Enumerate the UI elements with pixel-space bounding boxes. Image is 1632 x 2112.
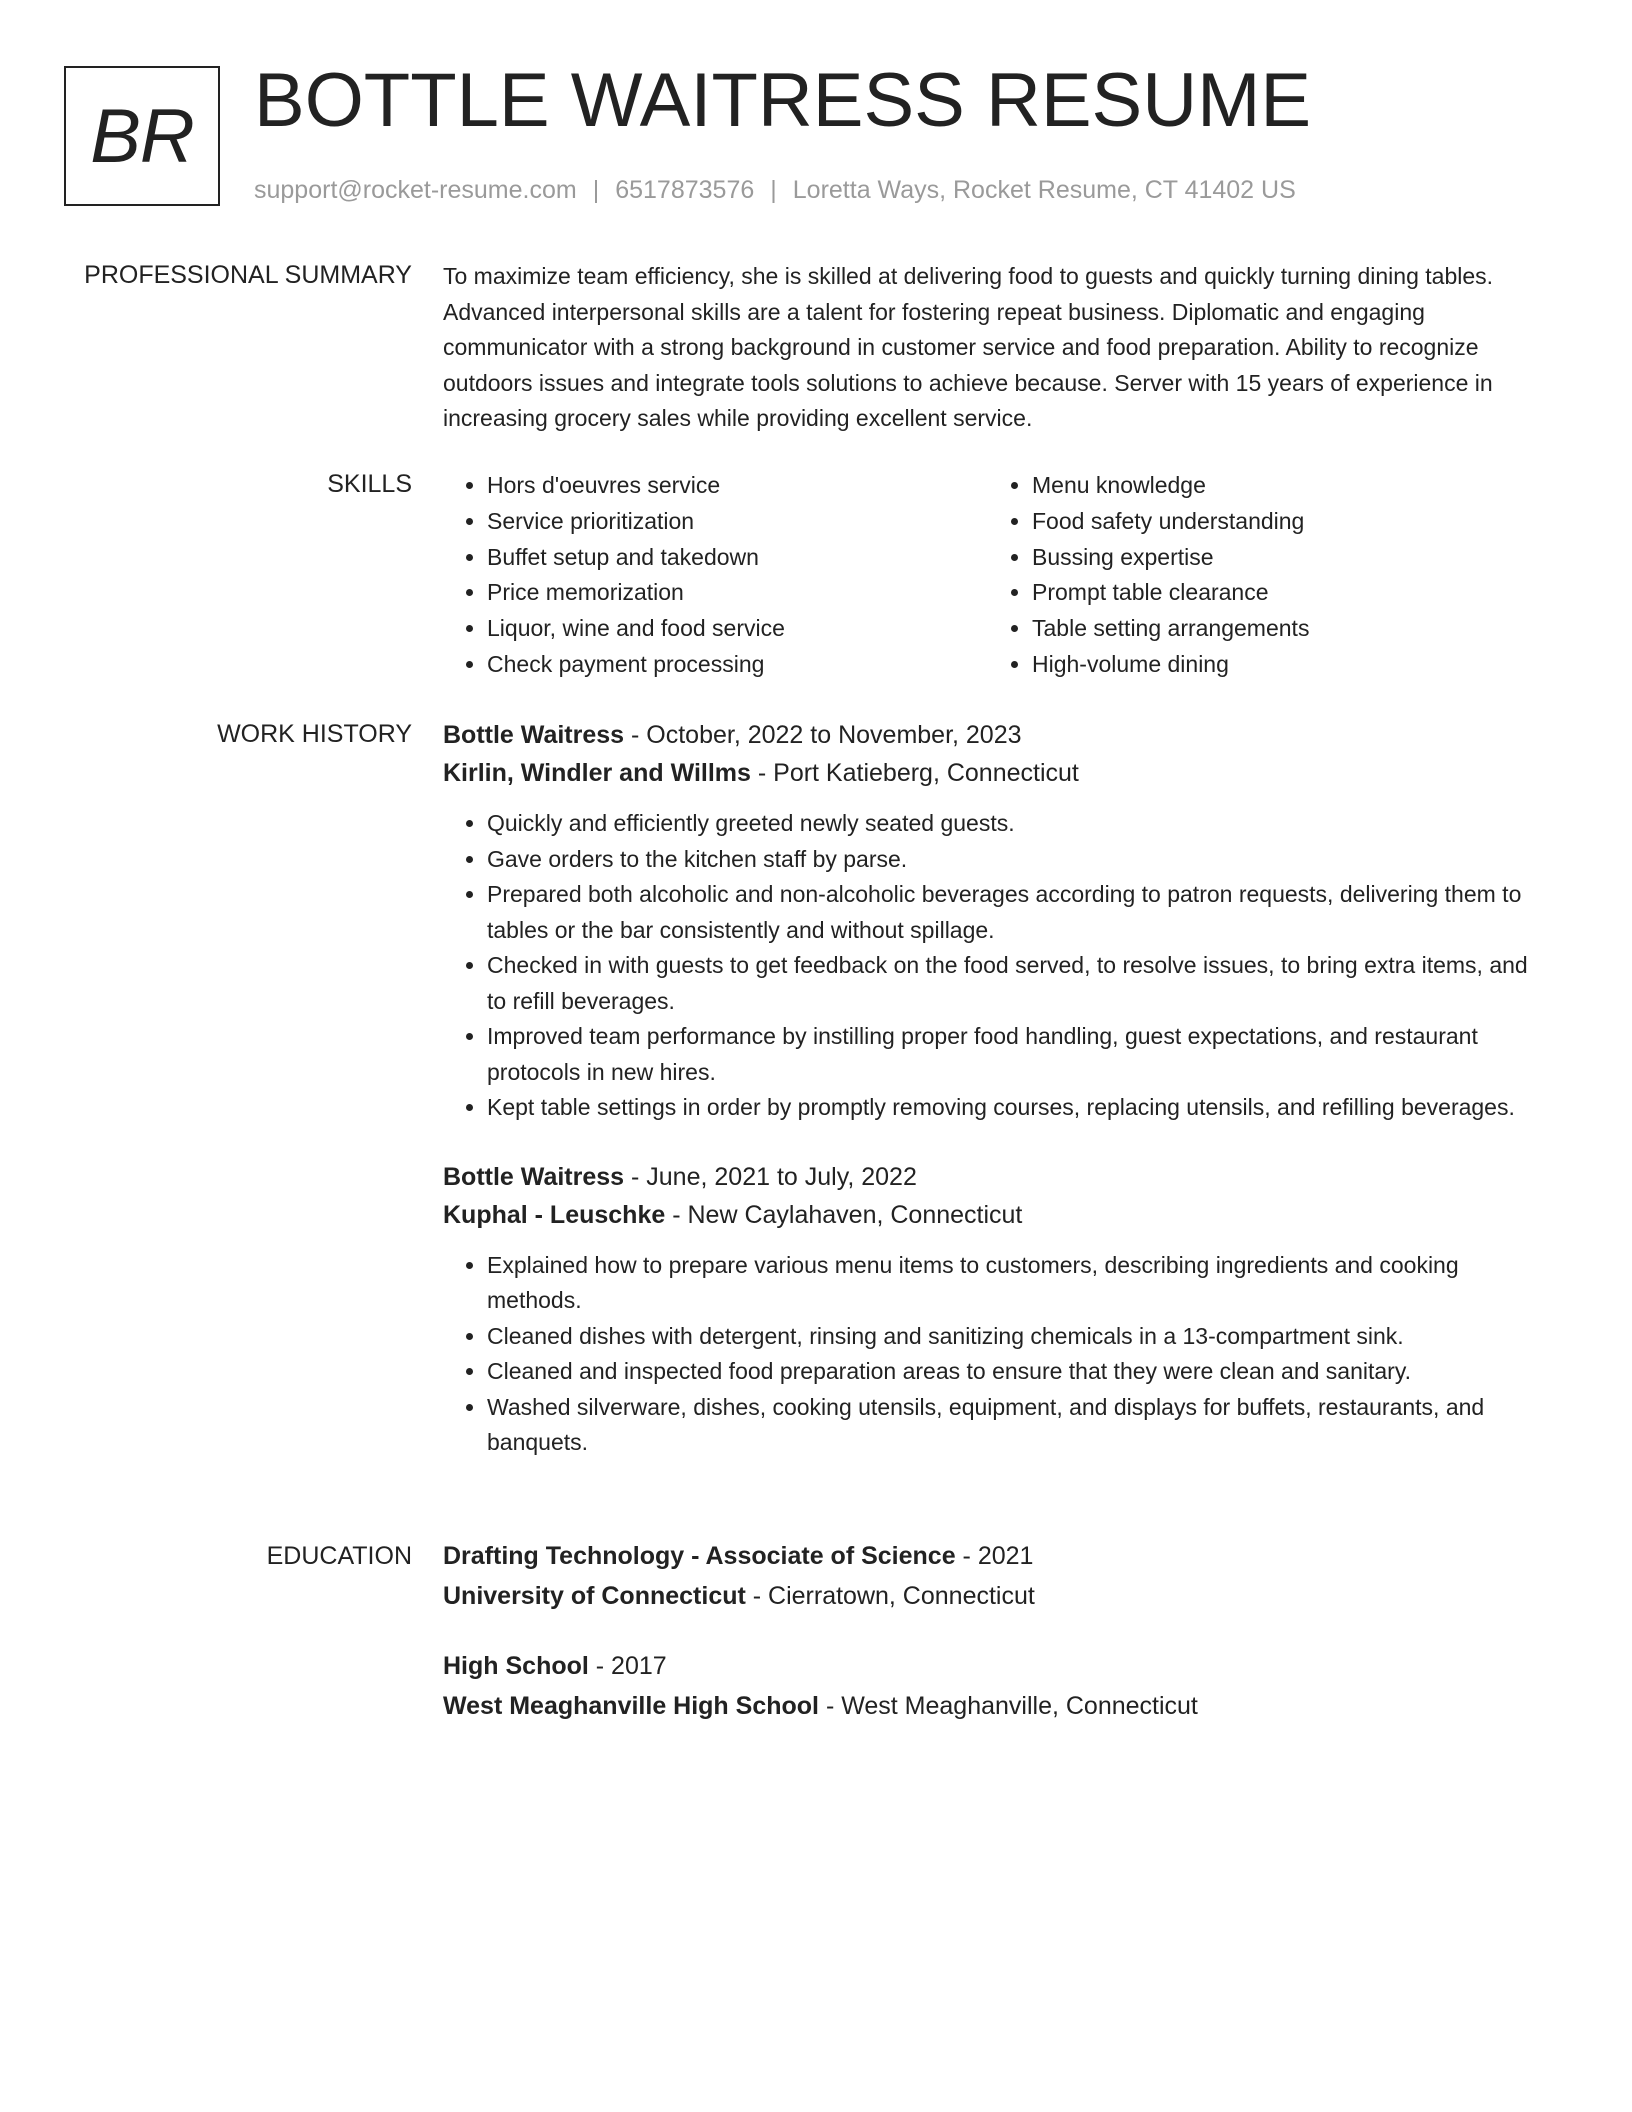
job-bullet: • Kept table settings in order by promptly removing courses, replacing utensils, and refilling beverages. <box>487 1090 1553 1126</box>
skills-heading: SKILLS <box>327 470 412 498</box>
job-bullet: • Improved team performance by instilling proper food handling, guest expectations, and restaurant protocols in new hires. <box>487 1019 1553 1090</box>
education-degree: High School <box>443 1652 589 1680</box>
summary-text: To maximize team efficiency, she is skilled at delivering food to guests and quickly turning dining tables. Advanced interpersonal skills are a talent for fostering repeat business. Diplomatic and engaging communicator with a strong background in customer service and food preparation. Ability to recognize outdoors issues and integrate tools solutions to achieve because. Server with 15 years of experience in increasing grocery sales while providing excellent service. <box>443 263 1494 431</box>
education-entry <box>443 1536 1553 1616</box>
skill-item: • Liquor, wine and food service <box>487 611 988 647</box>
education-school: University of Connecticut <box>443 1582 746 1610</box>
contact-address: Loretta Ways, Rocket Resume, CT 41402 US <box>792 176 1296 204</box>
education-entry <box>443 1646 1553 1726</box>
job-bullet: • Cleaned and inspected food preparation areas to ensure that they were clean and sanitary. <box>487 1354 1553 1390</box>
skills-grid <box>443 468 1553 683</box>
job-bullet: • Checked in with guests to get feedback on the food served, to resolve issues, to bring extra items, and to refill beverages. <box>487 948 1553 1019</box>
job-company-line <box>443 1196 1553 1234</box>
job-bullet: • Prepared both alcoholic and non-alcoholic beverages according to patron requests, delivering them to tables or the bar consistently and without spillage. <box>487 877 1553 948</box>
education-heading: EDUCATION <box>266 1542 412 1570</box>
skills-list-right <box>988 468 1533 683</box>
job-company: Kuphal - Leuschke <box>443 1200 666 1229</box>
job-title: Bottle Waitress <box>443 1162 625 1191</box>
education-degree-line <box>443 1536 1553 1576</box>
job-company-line <box>443 754 1553 792</box>
job-company: Kirlin, Windler and Willms <box>443 759 751 787</box>
job-title-line <box>443 1158 1553 1196</box>
education-location: - West Meaghanville, Connecticut <box>819 1692 1198 1720</box>
work-history-body <box>443 716 1553 1461</box>
education-school-line <box>443 1686 1553 1726</box>
job-bullet-list <box>443 806 1553 1126</box>
skill-item: • Food safety understanding <box>1032 504 1533 540</box>
education-degree: Drafting Technology - Associate of Science <box>443 1542 956 1570</box>
job-dates: - October, 2022 to November, 2023 <box>624 721 1022 749</box>
contact-line <box>254 174 1296 206</box>
job-dates: - June, 2021 to July, 2022 <box>624 1162 917 1191</box>
education-year: - 2017 <box>588 1652 667 1680</box>
skill-item: • Bussing expertise <box>1032 540 1533 576</box>
job-title-line <box>443 716 1553 754</box>
job-location: - Port Katieberg, Connecticut <box>750 759 1079 787</box>
education-school-line <box>443 1576 1553 1616</box>
summary-body <box>443 259 1553 437</box>
job-bullet: • Washed silverware, dishes, cooking utensils, equipment, and displays for buffets, restaurants, and banquets. <box>487 1390 1553 1461</box>
job-entry <box>443 716 1553 1126</box>
education-location: - Cierratown, Connecticut <box>745 1582 1035 1610</box>
job-location: - New Caylahaven, Connecticut <box>665 1200 1023 1229</box>
job-bullet: • Cleaned dishes with detergent, rinsing and sanitizing chemicals in a 13-compartment sink. <box>487 1319 1553 1355</box>
skills-column-right <box>988 468 1533 683</box>
skill-item: • Buffet setup and takedown <box>487 540 988 576</box>
skill-item: • Price memorization <box>487 575 988 611</box>
contact-phone: 6517873576 <box>615 176 755 204</box>
contact-email: support@rocket-resume.com <box>254 176 577 204</box>
education-body <box>443 1536 1553 1726</box>
job-bullet: • Gave orders to the kitchen staff by parse. <box>487 842 1553 878</box>
job-title: Bottle Waitress <box>443 721 625 749</box>
contact-separator: | <box>770 176 777 204</box>
skills-column-left <box>443 468 988 683</box>
skill-item: • High-volume dining <box>1032 647 1533 683</box>
skills-body <box>443 468 1553 683</box>
work-history-heading: WORK HISTORY <box>217 720 412 748</box>
resume-title: BOTTLE WAITRESS RESUME <box>254 58 1312 143</box>
contact-separator: | <box>592 176 600 204</box>
education-year: - 2021 <box>955 1542 1034 1570</box>
education-degree-line <box>443 1646 1553 1686</box>
skill-item: • Table setting arrangements <box>1032 611 1533 647</box>
job-bullet-list <box>443 1248 1553 1461</box>
skills-list-left <box>443 468 988 683</box>
summary-heading: PROFESSIONAL SUMMARY <box>84 261 412 289</box>
education-school: West Meaghanville High School <box>443 1692 819 1720</box>
skill-item: • Check payment processing <box>487 647 988 683</box>
skill-item: • Service prioritization <box>487 504 988 540</box>
job-bullet: • Quickly and efficiently greeted newly seated guests. <box>487 806 1553 842</box>
skill-item: • Hors d'oeuvres service <box>487 468 988 504</box>
skill-item: • Menu knowledge <box>1032 468 1533 504</box>
job-bullet: • Explained how to prepare various menu items to customers, describing ingredients and cooking methods. <box>487 1248 1553 1319</box>
monogram-badge: BR <box>64 66 220 206</box>
skill-item: • Prompt table clearance <box>1032 575 1533 611</box>
job-entry <box>443 1158 1553 1461</box>
